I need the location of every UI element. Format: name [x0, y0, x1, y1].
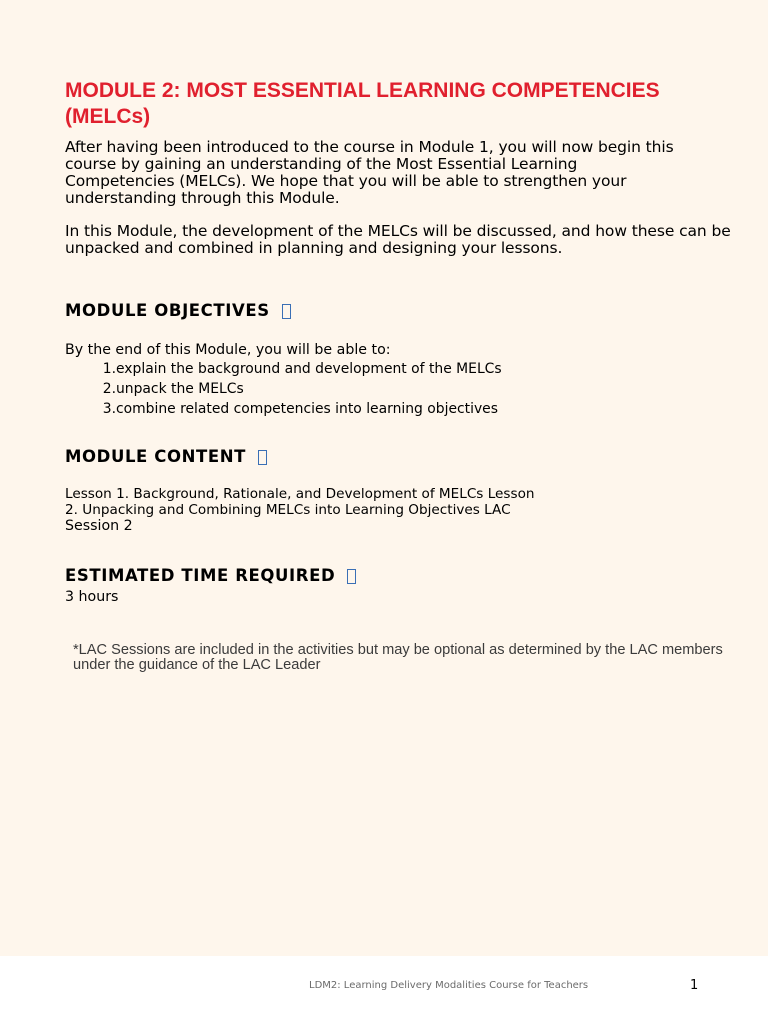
list-item-text: unpack the MELCs	[116, 381, 244, 397]
intro-paragraph-2: In this Module, the development of the MELCs will be discussed, and how these can be unpacked and combined in planning and designing your lessons.	[65, 222, 731, 257]
time-heading-label: ESTIMATED TIME REQUIRED	[65, 566, 336, 585]
content-line-3: Session 2	[65, 518, 133, 534]
list-item-number: 2.	[102, 381, 116, 397]
list-item-text: explain the background and development of the MELCs	[116, 361, 502, 377]
objectives-heading-label: MODULE OBJECTIVES	[65, 301, 270, 320]
content-heading	[65, 446, 267, 468]
content-line-1: Lesson 1. Background, Rationale, and Development of MELCs Lesson	[65, 486, 535, 502]
list-item	[65, 381, 502, 401]
list-item-text: combine related competencies into learning objectives	[116, 401, 498, 417]
time-heading	[65, 565, 356, 587]
objectives-intro: By the end of this Module, you will be able to:	[65, 342, 391, 358]
list-item-number: 1.	[102, 361, 116, 377]
module-content-text	[65, 486, 555, 534]
empty-box-icon	[347, 569, 356, 584]
objectives-list	[65, 361, 502, 421]
objectives-heading	[65, 300, 291, 322]
content-line-2: 2. Unpacking and Combining MELCs into Learning Objectives LAC	[65, 502, 511, 518]
page-number: 1	[690, 978, 699, 993]
page-title: MODULE 2: MOST ESSENTIAL LEARNING COMPETENCIES (MELCs)	[65, 79, 660, 128]
empty-box-icon	[282, 304, 291, 319]
intro-paragraph-1: After having been introduced to the course in Module 1, you will now begin this course by gaining an understanding of the Most Essential Learning Competencies (MELCs). We hope that you will be able to strengthen your understanding through this Module.	[65, 138, 674, 207]
time-value: 3 hours	[65, 589, 119, 605]
footer-text: LDM2: Learning Delivery Modalities Course for Teachers	[309, 980, 589, 991]
list-item-number: 3.	[102, 401, 116, 417]
empty-box-icon	[258, 450, 267, 465]
content-heading-label: MODULE CONTENT	[65, 447, 247, 466]
lac-note: *LAC Sessions are included in the activities but may be optional as determined by the LAC members under the guidance of the LAC Leader	[73, 642, 723, 673]
page-footer	[0, 956, 768, 1024]
list-item	[65, 361, 502, 381]
list-item	[65, 401, 502, 421]
